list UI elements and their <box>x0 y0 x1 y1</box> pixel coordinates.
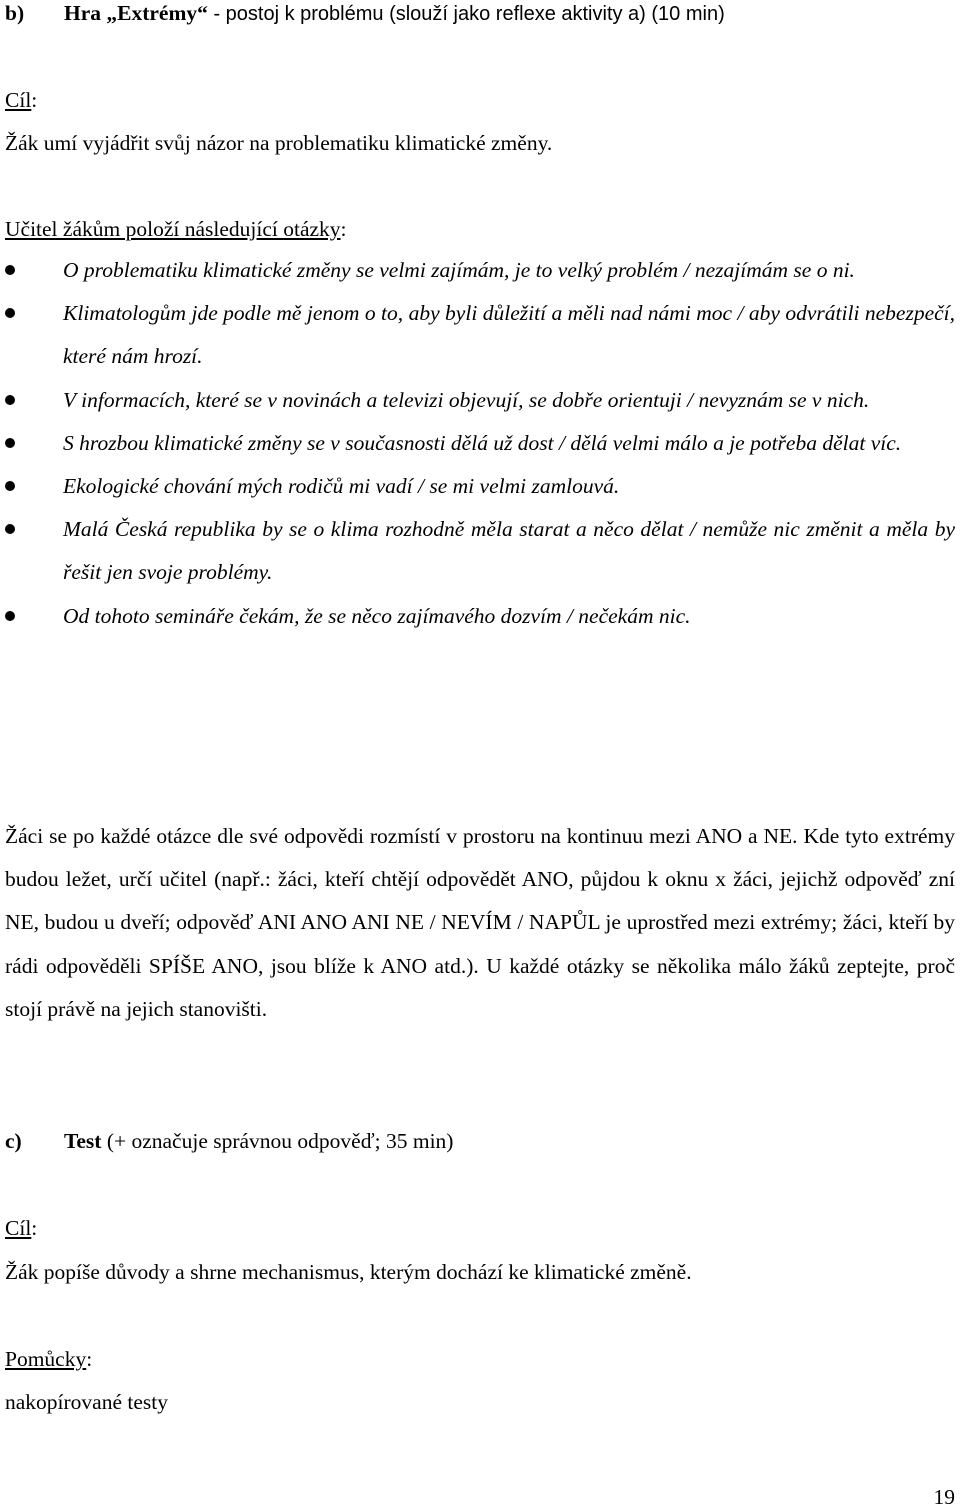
question-text: Ekologické chování mých rodičů mi vadí / se mi velmi zamlouvá. <box>63 474 620 499</box>
question-item <box>5 465 955 508</box>
section-c-title: Test <box>64 1129 102 1153</box>
question-text: Od tohoto semináře čekám, že se něco zajímavého dozvím / nečekám nic. <box>63 603 691 628</box>
bullet-icon <box>5 308 15 318</box>
section-b-description: - postoj k problému (slouží jako reflexe aktivity a) (10 min) <box>207 3 725 25</box>
section-c-description: (+ označuje správnou odpověď; 35 min) <box>101 1129 454 1153</box>
section-b-goal-label: Cíl <box>5 88 32 112</box>
bullet-icon <box>5 438 15 448</box>
section-b-goal-text: Žák umí vyjádřit svůj názor na problematiku klimatické změny. <box>5 131 553 155</box>
aids-heading: Pomůcky: <box>5 1347 93 1371</box>
question-item <box>5 292 955 378</box>
question-item <box>5 379 955 422</box>
bullet-icon <box>5 611 15 621</box>
questions-intro: Učitel žákům položí následující otázky <box>5 217 341 241</box>
page-number: 19 <box>933 1485 955 1509</box>
section-c-goal-text: Žák popíše důvody a shrne mechanismus, kterým dochází ke klimatické změně. <box>5 1260 692 1284</box>
question-item <box>5 422 955 465</box>
aids-label: Pomůcky <box>5 1347 87 1371</box>
question-text: O problematiku klimatické změny se velmi zajímám, je to velký problém / nezajímám se o ni. <box>63 258 855 282</box>
question-item <box>5 595 955 638</box>
section-b-goal-heading: Cíl: <box>5 88 38 112</box>
section-c-goal-heading: Cíl: <box>5 1216 38 1240</box>
section-b-label: b) <box>5 1 25 25</box>
section-b-heading <box>5 0 955 27</box>
question-item <box>5 249 955 292</box>
bullet-icon <box>5 524 15 534</box>
bullet-icon <box>5 481 15 491</box>
section-c-label: c) <box>5 1129 22 1153</box>
question-text: S hrozbou klimatické změny se v současnosti dělá už dost / dělá velmi málo a je potřeba dělat víc. <box>63 430 902 455</box>
question-text: Klimatologům jde podle mě jenom o to, aby byli důležití a měli nad námi moc / aby odvrátili nebezpečí, které nám hrozí. <box>63 301 955 369</box>
aids-text: nakopírované testy <box>5 1390 168 1414</box>
question-text: Malá Česká republika by se o klima rozhodně měla starat a něco dělat / nemůže nic změnit a měla by řešit jen svoje problémy. <box>63 517 955 585</box>
section-b-title: Hra „Extrémy“ <box>64 1 208 25</box>
questions-intro-line: Učitel žákům položí následující otázky: <box>5 217 347 241</box>
bullet-icon <box>5 395 15 405</box>
question-list <box>5 249 955 638</box>
question-text: V informacích, které se v novinách a televizi objevují, se dobře orientuji / nevyznám se v nich. <box>63 387 870 412</box>
section-c-heading <box>5 1128 955 1154</box>
instructions-paragraph: Žáci se po každé otázce dle své odpovědi rozmístí v prostoru na kontinuu mezi ANO a NE. Kde tyto extrémy budou ležet, určí učitel (např.: žáci, kteří chtějí odpovědět ANO, půjdou k oknu x žáci, jejichž odpověď zní NE, budou u dveří; odpověď ANI ANO ANI NE / NEVÍM / NAPŮL je uprostřed mezi extrémy; žáci, kteří by rádi odpověděli SPÍŠE ANO, jsou blíže k ANO atd.). U každé otázky se několika málo žáků zeptejte, proč stojí právě na jejich stanovišti. <box>5 824 955 1021</box>
question-item <box>5 508 955 594</box>
section-c-goal-label: Cíl <box>5 1216 32 1240</box>
bullet-icon <box>5 265 15 275</box>
